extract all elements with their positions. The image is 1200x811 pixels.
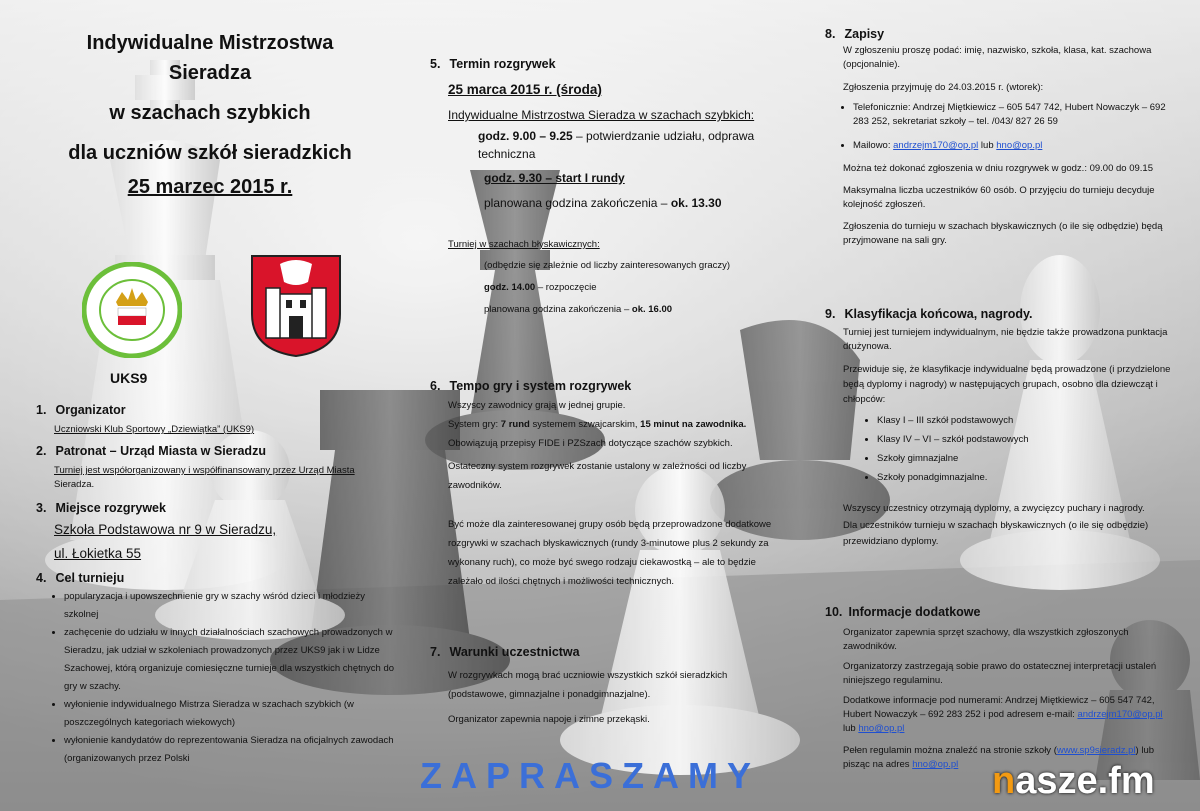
- blitz-end-time: ok. 16.00: [631, 304, 673, 315]
- system-p3: Obowiązują przepisy FIDE i PZSzach dotyczące szachów szybkich.: [448, 438, 733, 449]
- section-7-title: Warunki uczestnictwa: [449, 645, 580, 659]
- section-9: [825, 302, 1175, 550]
- patronage-line-1: Turniej jest współorganizowany i współfinansowany przez Urząd Miasta: [54, 465, 355, 476]
- section-6-heading: [430, 376, 780, 396]
- section-3-number: 3.: [36, 501, 47, 515]
- title-line-4: dla uczniów szkół sieradzkich: [68, 142, 352, 164]
- schedule-1-time: godz. 9.00 – 9.25: [478, 129, 573, 143]
- organizer-text: Uczniowski Klub Sportowy „Dziewiątka” (UKS9): [54, 424, 255, 435]
- system-rounds: 7 rund: [500, 419, 530, 430]
- schedule-1-text: – potwierdzanie udziału, odprawa techniczna: [478, 129, 755, 161]
- list-item: • Klasy IV – VI – szkół podstawowych: [877, 430, 1175, 449]
- city-coat-of-arms: [250, 254, 342, 358]
- schedule-1: [478, 127, 790, 163]
- section-5-heading: [430, 54, 790, 74]
- section-8-heading: [825, 24, 1175, 44]
- section-10-number: 10.: [825, 605, 843, 619]
- classification-groups: [849, 411, 1175, 487]
- blitz-start-time: godz. 14.00: [484, 282, 536, 293]
- info-p2: Organizatorzy zastrzegają sobie prawo do ostatecznej interpretacji ustaleń niniejszego regulaminu.: [843, 661, 1157, 686]
- section-5: [430, 52, 790, 319]
- blitz-heading: Turniej w szachach błyskawicznych:: [448, 239, 600, 250]
- patronage-line-2: Sieradza.: [54, 479, 95, 490]
- system-p4: Ostateczny system rozgrywek zostanie ustalony w zależności od liczby zawodników.: [448, 461, 747, 491]
- title-line-3: w szachach szybkich: [109, 102, 311, 124]
- info-p4-a: Pełen regulamin można znaleźć na stronie szkoły (: [843, 745, 1057, 756]
- invitation-banner: ZAPRASZAMY: [420, 755, 760, 796]
- mail-separator: lub: [978, 140, 997, 151]
- info-p1: Organizator zapewnia sprzęt szachowy, dla wszystkich zgłoszonych zawodników.: [843, 627, 1129, 652]
- section-7-number: 7.: [430, 645, 441, 659]
- schedule-3: [484, 194, 790, 213]
- system-time: 15 minut na zawodnika.: [640, 419, 747, 430]
- mail-label: Mailowo:: [853, 140, 894, 151]
- classification-p4: Dla uczestników turnieju w szachach błyskawicznych (o ile się odbędzie) przewidziano dyplomy.: [843, 520, 1149, 547]
- list-item: [853, 139, 1175, 153]
- section-3-heading: [36, 498, 396, 518]
- conditions-p2: Organizator zapewnia napoje i zimne przekąski.: [448, 714, 650, 725]
- email-link-2[interactable]: hno@op.pl: [996, 140, 1043, 151]
- conditions-p1: W rozgrywkach mogą brać uczniowie wszystkich szkół sieradzkich (podstawowe, gimnazjalne i ponadgimnazjalne).: [448, 670, 728, 700]
- section-6-title: Tempo gry i system rozgrywek: [449, 379, 632, 393]
- blitz-end: [484, 300, 790, 319]
- schedule-3-text: planowana godzina zakończenia –: [484, 196, 671, 210]
- list-item: • zachęcenie do udziału w innych działalnościach szachowych prowadzonych w Sieradzu, jak udział w szkoleniach prowadzonych przez UKS9 jak i w Lidze Szachowej, którą organizuje comiesięczne turnieje dla wszystkich chętnych do gry w szachy.: [64, 624, 396, 696]
- info-separator: lub: [843, 723, 859, 734]
- classification-p2: Przewiduje się, że klasyfikacje indywidualne będą prowadzone (i przydzielone będą dyplomy i nagrody) w następujących grupach, osobno dla dziewcząt i chłopców:: [843, 364, 1171, 405]
- poster-title: [40, 28, 380, 202]
- title-line-2: Sieradza: [168, 62, 252, 84]
- title-line-1: Indywidualne Mistrzostwa: [86, 32, 334, 54]
- section-10-title: Informacje dodatkowe: [848, 605, 981, 619]
- system-p2-a: System gry:: [448, 419, 501, 430]
- section-8: [825, 22, 1175, 248]
- tournament-event: Indywidualne Mistrzostwa Sieradza w szachach szybkich:: [448, 108, 755, 122]
- section-8-title: Zapisy: [844, 27, 885, 41]
- email-link-3[interactable]: andrzejm170@op.pl: [1077, 709, 1163, 720]
- system-p2: [448, 415, 780, 434]
- signup-p3: Można też dokonać zgłoszenia w dniu rozgrywek w godz.: 09.00 do 09.15: [843, 163, 1153, 174]
- list-item: • wyłonienie kandydatów do reprezentowania Sieradza na oficjalnych zawodach (organizowanych przez Polski: [64, 732, 396, 768]
- school-logo: [82, 262, 182, 358]
- info-p3: [843, 694, 1175, 736]
- list-item: • wyłonienie indywidualnego Mistrza Sieradza w szachach szybkich (w poszczególnych kategoriach wiekowych): [64, 696, 396, 732]
- system-p5: Być może dla zainteresowanej grupy osób będą przeprowadzone dodatkowe rozgrywki w szachach błyskawicznych (rundy 3-minutowe plus 2 sekundy za wykonany ruch), co może być swego rodzaju ciekawostką – ale to będzie zależało od ilości chętnych i możliwości technicznych.: [448, 519, 772, 587]
- schedule-3-time: ok. 13.30: [670, 196, 722, 210]
- section-6-number: 6.: [430, 379, 441, 393]
- list-item: • Szkoły ponadgimnazjalne.: [877, 468, 1175, 487]
- section-1-heading: [36, 400, 396, 420]
- email-link-4[interactable]: hno@op.pl: [858, 723, 905, 734]
- schedule-2: godz. 9.30 – start I rundy: [484, 171, 625, 185]
- goals-list: [36, 588, 396, 768]
- school-website-link[interactable]: www.sp9sieradz.pl: [1056, 745, 1136, 756]
- section-3-title: Miejsce rozgrywek: [55, 501, 166, 515]
- system-p2-c: systemem szwajcarskim,: [529, 419, 641, 430]
- tournament-date: 25 marca 2015 r. (środa): [448, 82, 602, 97]
- list-item: • Telefonicznie: Andrzej Miętkiewicz – 605 547 742, Hubert Nowaczyk – 692 283 252, sekretariat szkoły – tel. /043/ 827 26 59: [853, 101, 1175, 129]
- section-4-heading: [36, 568, 396, 588]
- system-p1: Wszyscy zawodnicy grają w jednej grupie.: [448, 400, 626, 411]
- section-10-heading: [825, 602, 1175, 622]
- club-name: UKS9: [110, 370, 148, 386]
- list-item: • popularyzacja i upowszechnienie gry w szachy wśród dzieci i młodzieży szkolnej: [64, 588, 396, 624]
- section-1-number: 1.: [36, 403, 47, 417]
- email-link-5[interactable]: hno@op.pl: [912, 759, 959, 770]
- section-9-title: Klasyfikacja końcowa, nagrody.: [844, 307, 1033, 321]
- blitz-end-text: planowana godzina zakończenia –: [484, 304, 632, 315]
- section-10: [825, 600, 1175, 772]
- classification-p3: Wszyscy uczestnicy otrzymają dyplomy, a zwycięzcy puchary i nagrody.: [843, 503, 1145, 514]
- section-6: [430, 374, 780, 591]
- info-p3-text: Dodatkowe informacje pod numerami: Andrzej Miętkiewicz – 605 547 742, Hubert Nowaczyk – 692 283 252 i pod adresem e-mail:: [843, 695, 1155, 720]
- left-column: [36, 398, 396, 768]
- watermark-first-letter: n: [992, 760, 1016, 802]
- venue-line-1: Szkoła Podstawowa nr 9 w Sieradzu,: [54, 522, 277, 537]
- email-link-1[interactable]: andrzejm170@op.pl: [893, 140, 979, 151]
- section-7: [430, 640, 780, 729]
- title-date: 25 marzec 2015 r.: [127, 176, 293, 198]
- signup-p4: Maksymalna liczba uczestników 60 osób. O przyjęciu do turnieju decyduje kolejność zgłoszeń.: [843, 185, 1155, 210]
- info-p4-b: ) lub pisząc na adres: [843, 745, 1155, 770]
- section-9-number: 9.: [825, 307, 836, 321]
- section-1-title: Organizator: [55, 403, 126, 417]
- blitz-start: [484, 278, 790, 297]
- section-4-number: 4.: [36, 571, 47, 585]
- section-8-number: 8.: [825, 27, 836, 41]
- classification-p1: Turniej jest turniejem indywidualnym, nie będzie także prowadzona punktacja drużynowa.: [843, 327, 1168, 352]
- section-2-heading: [36, 441, 396, 461]
- section-7-heading: [430, 642, 780, 662]
- list-item: • Szkoły gimnazjalne: [877, 449, 1175, 468]
- site-watermark: [992, 760, 1155, 803]
- section-5-number: 5.: [430, 57, 441, 71]
- blitz-note: (odbędzie się zależnie od liczby zainteresowanych graczy): [484, 260, 731, 271]
- watermark-rest: asze.fm: [1015, 760, 1155, 802]
- section-4-title: Cel turnieju: [55, 571, 125, 585]
- signup-p5: Zgłoszenia do turnieju w szachach błyskawicznych (o ile się odbędzie) będą przyjmowane na sali gry.: [843, 221, 1163, 246]
- section-2-title: Patronat – Urząd Miasta w Sieradzu: [55, 444, 266, 458]
- signup-methods: [825, 101, 1175, 153]
- patronage-text: [54, 464, 396, 492]
- blitz-start-text: – rozpoczęcie: [535, 282, 597, 293]
- signup-p1: W zgłoszeniu proszę podać: imię, nazwisko, szkoła, klasa, kat. szachowa (opcjonalnie).: [843, 45, 1152, 70]
- section-5-title: Termin rozgrywek: [449, 57, 556, 71]
- venue-line-2: ul. Łokietka 55: [54, 546, 142, 561]
- section-2-number: 2.: [36, 444, 47, 458]
- section-9-heading: [825, 304, 1175, 324]
- list-item: • Klasy I – III szkół podstawowych: [877, 411, 1175, 430]
- signup-p2: Zgłoszenia przyjmuję do 24.03.2015 r. (wtorek):: [843, 82, 1044, 93]
